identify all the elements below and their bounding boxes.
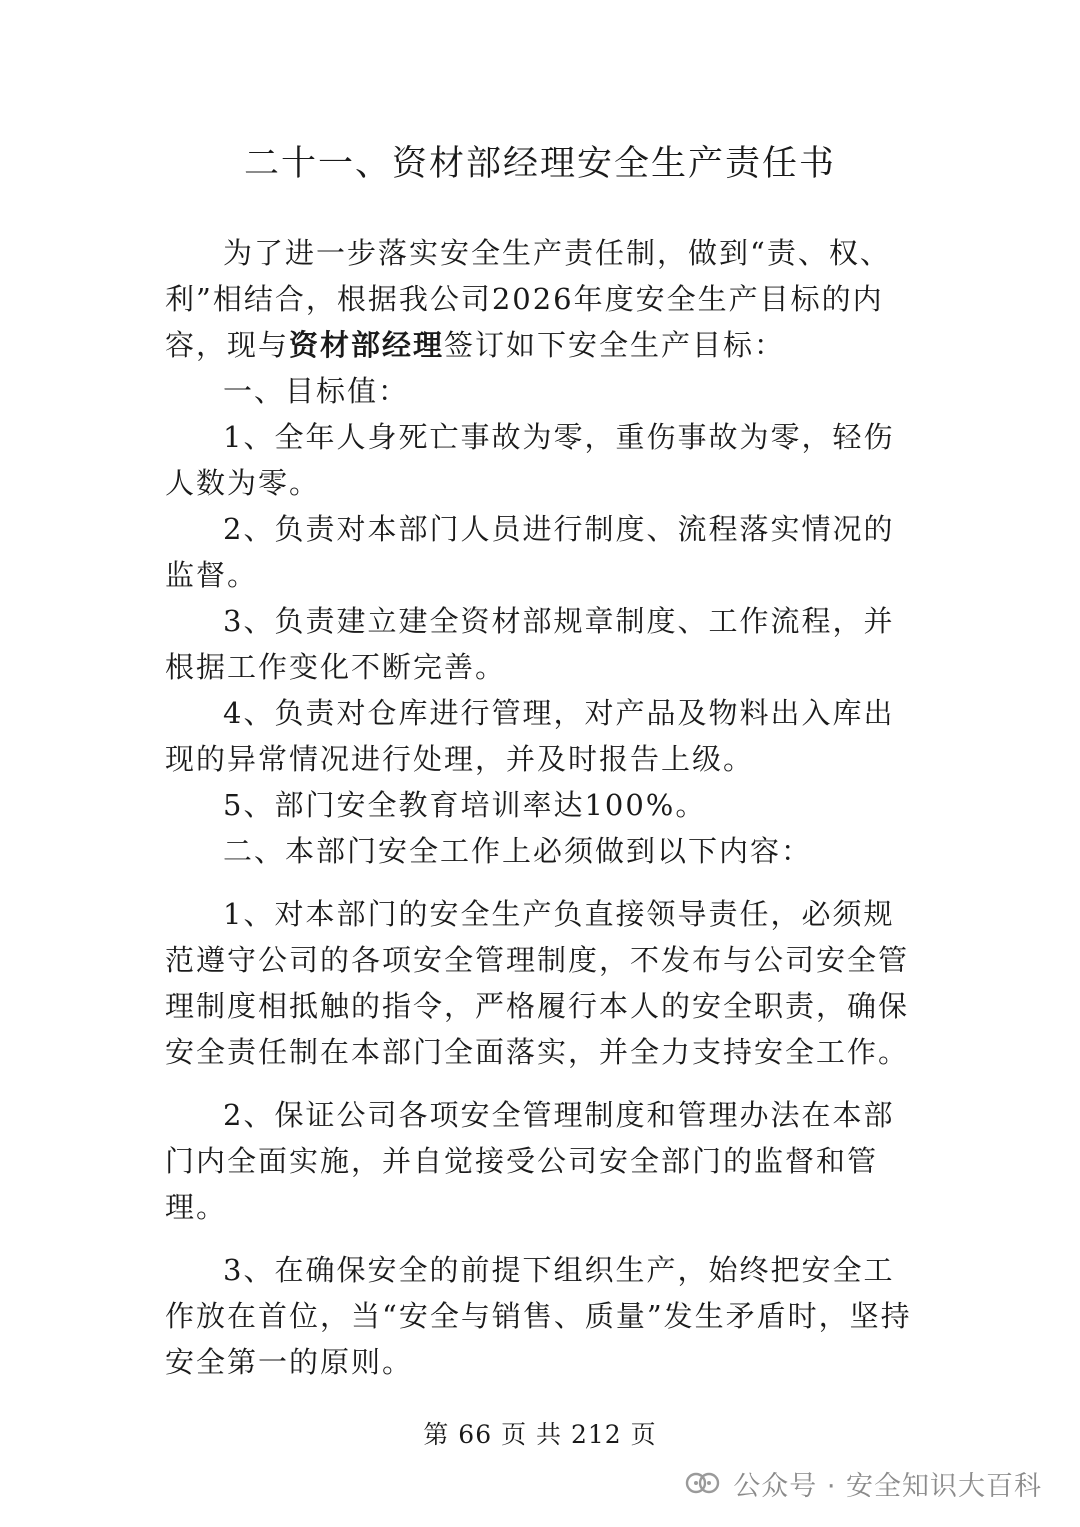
document-title: 二十一、资材部经理安全生产责任书 [243, 144, 836, 184]
section1-item-1: 1、全年人身死亡事故为零，重伤事故为零，轻伤人数为零。 [165, 420, 895, 500]
section1-item-4: 4、负责对仓库进行管理，对产品及物料出入库出现的异常情况进行处理，并及时报告上级。 [165, 696, 895, 776]
intro-text-after: 签订如下安全生产目标： [444, 328, 786, 362]
intro-bold-text: 资材部经理 [289, 328, 445, 362]
section2-heading: 二、本部门安全工作上必须做到以下内容： [223, 834, 813, 868]
watermark-text: 公众号 · 安全知识大百科 [733, 1470, 1042, 1502]
section1-heading: 一、目标值： [223, 374, 410, 408]
watermark [683, 1463, 1042, 1503]
intro-text-before: 为了进一步落实安全生产责任制，做到“责、权、利”相结合，根据我公司2026年度安全生产目标的内容，现与 [165, 236, 891, 362]
section1-item-3: 3、负责建立建全资材部规章制度、工作流程，并根据工作变化不断完善。 [165, 604, 895, 684]
document-body [165, 230, 917, 1385]
section2-item-2: 2、保证公司各项安全管理制度和管理办法在本部门内全面实施，并自觉接受公司安全部门的监督和管理。 [165, 1098, 895, 1224]
section2-item-3: 3、在确保安全的前提下组织生产，始终把安全工作放在首位，当“安全与销售、质量”发生矛盾时，坚持安全第一的原则。 [165, 1253, 912, 1379]
page-number: 第 66 页 共 212 页 [423, 1420, 657, 1449]
wechat-official-account-icon [683, 1467, 723, 1499]
section2-item-1: 1、对本部门的安全生产负直接领导责任，必须规范遵守公司的各项安全管理制度，不发布与公司安全管理制度相抵触的指令，严格履行本人的安全职责，确保安全责任制在本部门全面落实，并全力支持安全工作。 [165, 897, 910, 1069]
section1-item-2: 2、负责对本部门人员进行制度、流程落实情况的监督。 [165, 512, 895, 592]
intro-paragraph [165, 230, 917, 368]
section1-item-5: 5、部门安全教育培训率达100%。 [223, 788, 707, 822]
